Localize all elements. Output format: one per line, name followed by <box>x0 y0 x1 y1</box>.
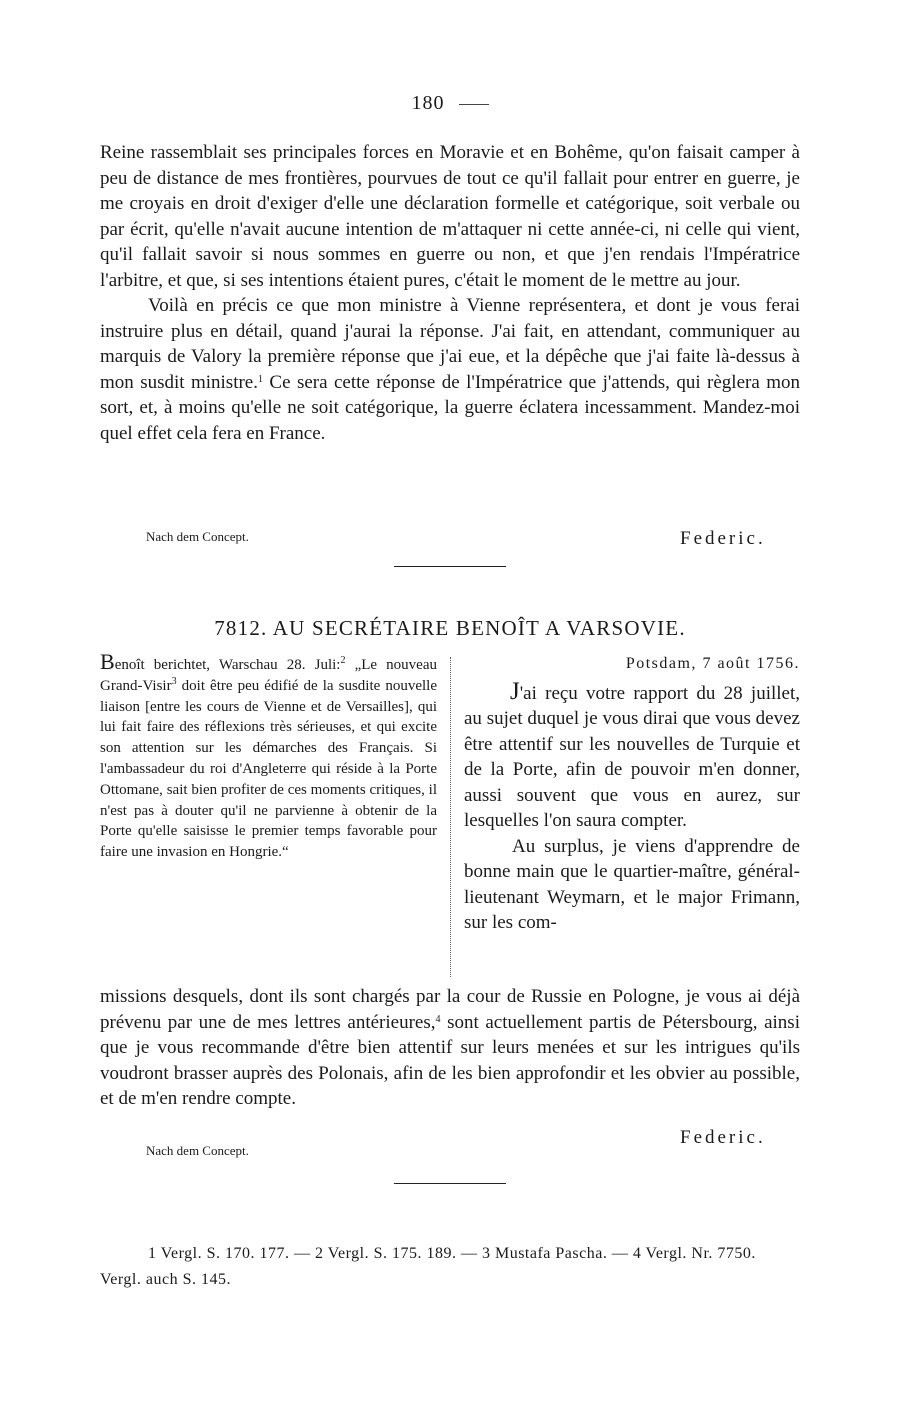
letter-2-paragraph-1 <box>464 679 800 834</box>
letter-2-summary <box>100 649 438 863</box>
footnotes <box>100 1241 800 1293</box>
letter-1-signature: Federic. <box>680 528 766 549</box>
letter-1-paragraph-2-part-a: Voilà en précis ce que mon ministre à Vienne représentera, et dont je vous ferai instruire plus en détail, quand j'aurai la réponse. J'ai fait, en attendant, communiquer au marquis de Valory la première réponse que j'ai eue, et la dépêche que j'ai faite là-dessus à mon susdit ministre. <box>100 295 800 393</box>
footnote-mark-3: 3 <box>481 1245 491 1262</box>
body-drop-cap: J <box>510 677 520 705</box>
letter-2-summary-text <box>100 649 438 863</box>
letter-2-paragraph-3 <box>100 984 800 1112</box>
footnote-2: Vergl. S. 175. 189. — <box>323 1245 482 1262</box>
summary-drop-cap: B <box>100 649 115 674</box>
letter-1-paragraph-2 <box>100 293 800 446</box>
letter-1-paragraph-1: Reine rassemblait ses principales forces en Moravie et en Bohême, qu'on faisait camper à peu de distance de mes frontières, pourvues de tout ce qu'il fallait pour entrer en guerre, je me croyais en droit d'exiger d'elle une déclaration formelle et catégorique, soit verbale ou par écrit, qu'elle n'avait aucune intention de m'attaquer ni cette année-ci, ni celle qui vient, qu'il fallait savoir si nous sommes en guerre ou non, et que j'en rendais l'Impératrice l'arbitre, et que, si ses intentions étaient pures, c'était le moment de le mettre au jour. <box>100 142 800 291</box>
footnote-ref-4: 4 <box>435 1013 441 1025</box>
page-number-text: 180 <box>411 92 445 114</box>
page-number <box>0 92 900 115</box>
summary-quote-a: „Le nouveau Grand-Visir <box>100 657 438 694</box>
footnote-ref-3: 3 <box>171 675 177 687</box>
letter-2-paragraph-1-text: 'ai reçu votre rapport du 28 juillet, au sujet duquel je vous dirai que vous devez être attentif sur les nouvelles de Turquie et de la Porte, afin de pouvoir m'en donner, aussi souvent que vous en aurez, sur lesquelles l'on saura compter. <box>464 682 800 831</box>
letter-2-paragraph-2: Au surplus, je viens d'apprendre de bonne main que le quartier-maître, général-lieutenant Weymarn, et le major Frimann, sur les com- <box>464 835 800 933</box>
section-divider-rule <box>394 566 506 567</box>
summary-intro: enoît berichtet, Warschau 28. Juli: <box>114 657 341 673</box>
letter-2-paragraph-3-part-b: sont actuellement partis de Pétersbourg, ainsi que je vous recommande d'être bien attentif sur leurs menées et sur les intrigues qu'ils voudront brasser auprès des Polonais, afin de les bien approfondir et les obvier au possible, et de m'en rendre compte. <box>100 1011 800 1109</box>
footnote-mark-1: 1 <box>148 1245 157 1262</box>
letter-1-body <box>100 140 800 446</box>
footnote-4: Vergl. Nr. 7750. Vergl. auch S. 145. <box>100 1245 756 1288</box>
footnote-ref-2: 2 <box>340 655 346 666</box>
footnote-mark-2: 2 <box>314 1245 324 1262</box>
footnote-ref-1: 1 <box>258 373 263 385</box>
letter-2-signature: Federic. <box>680 1127 766 1148</box>
footnote-1: Vergl. S. 170. 177. — <box>156 1245 315 1262</box>
footnotes-text <box>100 1241 800 1293</box>
footnote-mark-4: 4 <box>632 1245 642 1262</box>
letter-2-body-full-width <box>100 984 800 1112</box>
column-divider <box>450 657 451 977</box>
summary-quote-b: doit être peu édifié de la susdite nouvelle liaison [entre les cours de Vienne et de Versailles], qui lui fait faire des réflexions très sérieuses, et qui excite son attention sur les démarches des Français. Si l'ambassadeur du roi d'Angleterre qui réside à la Porte Ottomane, sait bien profiter de ces moments critiques, il n'est pas à douter qu'il ne parvienne à obtenir de la Porte qu'elle saisisse le premier temps favorable pour faire une invasion en Hongrie.“ <box>100 677 437 861</box>
letter-2-body-column <box>464 651 800 936</box>
dateline: Potsdam, 7 août 1756. <box>625 655 800 672</box>
footnote-3: Mustafa Pascha. — <box>490 1245 633 1262</box>
letter-2-heading: 7812. AU SECRÉTAIRE BENOÎT A VARSOVIE. <box>214 616 686 640</box>
letter-2-paragraph-3-part-a: missions desquels, dont ils sont chargés par la cour de Russie en Pologne, je vous ai déjà prévenu par une de mes lettres antérieures, <box>100 986 800 1033</box>
letter-1-paragraph-2-part-b: Ce sera cette réponse de l'Impératrice que j'attends, qui règlera mon sort, et, à moins qu'elle ne soit catégorique, la guerre éclatera incessamment. Mandez-moi quel effet cela fera en France. <box>100 371 800 444</box>
section-end-rule <box>394 1183 506 1184</box>
letter-1-source: Nach dem Concept. <box>146 529 249 544</box>
letter-2-source: Nach dem Concept. <box>146 1143 249 1158</box>
page-number-dash <box>459 104 489 105</box>
